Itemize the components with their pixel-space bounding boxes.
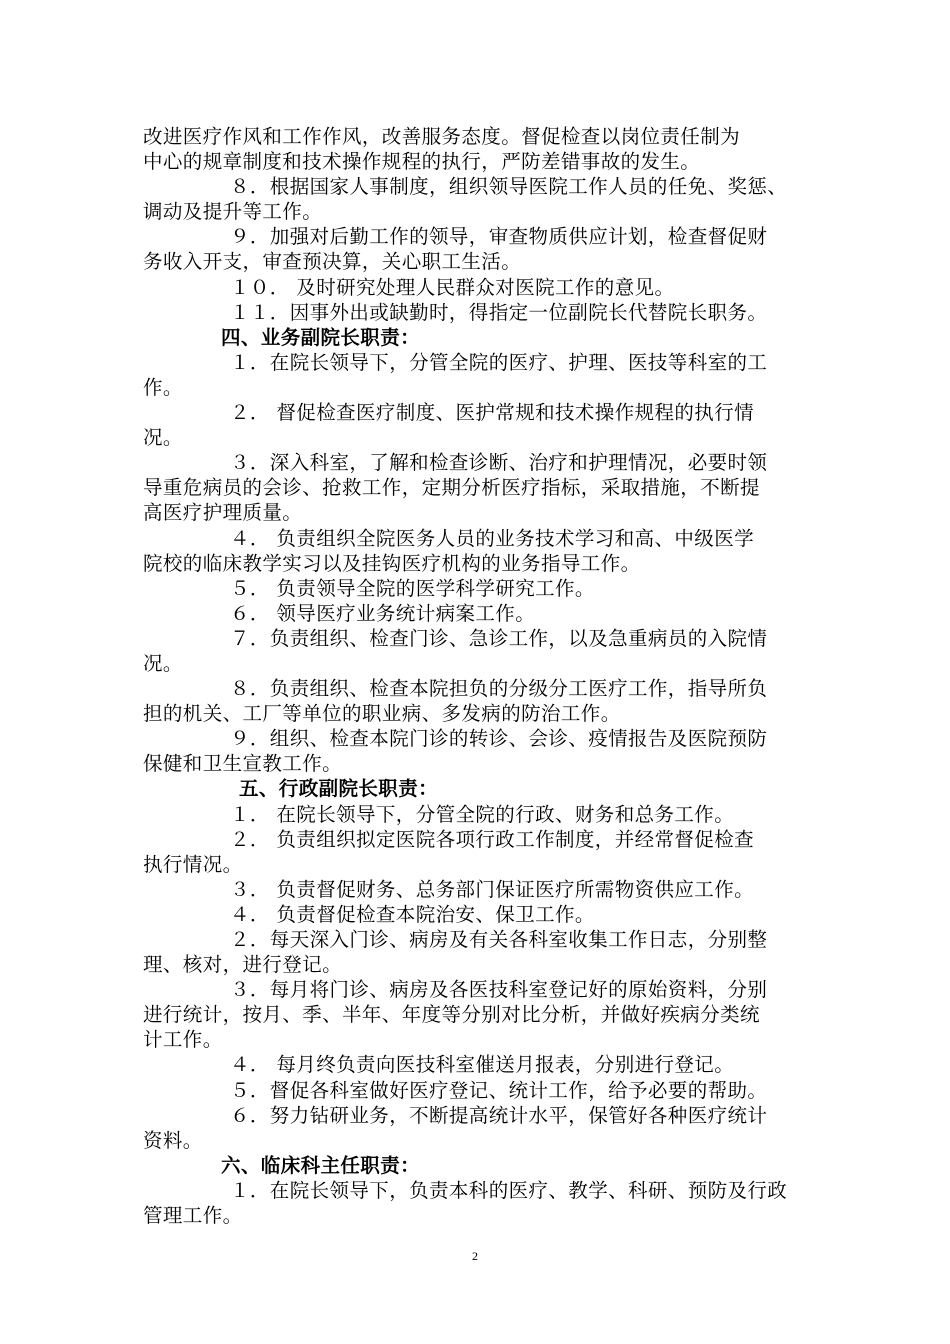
paragraph-line: 理、核对，进行登记。 [143,953,343,977]
paragraph-line: ８．负责组织、检查本院担负的分级分工医疗工作，指导所负 [230,677,768,701]
paragraph-line: １０． 及时研究处理人民群众对医院工作的意见。 [230,275,675,299]
paragraph-line: ３．深入科室，了解和检查诊断、治疗和护理情况，必要时领 [230,451,768,475]
paragraph-line: １． 在院长领导下，分管全院的行政、财务和总务工作。 [230,802,735,826]
paragraph-line: 计工作。 [143,1028,223,1052]
paragraph-line: 务收入开支，审查预决算，关心职工生活。 [143,250,522,274]
page-number: 2 [472,1249,478,1263]
paragraph-line: ２． 督促检查医疗制度、医护常规和技术操作规程的执行情 [230,401,754,425]
paragraph-line: ５． 负责领导全院的医学科学研究工作。 [230,576,595,600]
paragraph-line: ６． 领导医疗业务统计病案工作。 [230,601,536,625]
paragraph-line: 保健和卫生宣教工作。 [143,752,343,776]
paragraph-line: 资料。 [143,1128,203,1152]
paragraph-line: ９．组织、检查本院门诊的转诊、会诊、疫情报告及医院预防 [230,727,768,751]
section-heading: 四、业务副院长职责： [221,325,421,349]
paragraph-line: 高医疗护理质量。 [143,501,303,525]
paragraph-line: 改进医疗作风和工作作风，改善服务态度。督促检查以岗位责任制为 [143,125,741,148]
paragraph-line: 况。 [143,426,183,450]
paragraph-line: ３． 负责督促财务、总务部门保证医疗所需物资供应工作。 [230,877,754,901]
paragraph-line: 作。 [143,375,183,399]
paragraph-line: 管理工作。 [143,1204,243,1228]
paragraph-line: １．在院长领导下，负责本科的医疗、教学、科研、预防及行政 [230,1178,788,1202]
paragraph-line: ４． 负责组织全院医务人员的业务技术学习和高、中级医学 [230,526,754,550]
paragraph-line: ２． 负责组织拟定医院各项行政工作制度，并经常督促检查 [230,827,754,851]
paragraph-line: ４． 每月终负责向医技科室催送月报表，分别进行登记。 [230,1053,735,1077]
paragraph-line: ２．每天深入门诊、病房及有关各科室收集工作日志，分别整 [230,928,768,951]
paragraph-line: 调动及提升等工作。 [143,200,323,224]
paragraph-line: 中心的规章制度和技术操作规程的执行，严防差错事故的发生。 [143,150,701,174]
paragraph-line: ３．每月将门诊、病房及各医技科室登记好的原始资料，分别 [230,978,768,1002]
paragraph-line: 担的机关、工厂等单位的职业病、多发病的防治工作。 [143,702,621,726]
paragraph-line: 况。 [143,651,183,675]
paragraph-line: ５．督促各科室做好医疗登记、统计工作，给予必要的帮助。 [230,1078,768,1102]
paragraph-line: ７．负责组织、检查门诊、急诊工作，以及急重病员的入院情 [230,626,768,650]
paragraph-line: 进行统计，按月、季、半年、年度等分别对比分析，并做好疾病分类统 [143,1003,760,1027]
paragraph-line: １１．因事外出或缺勤时，得指定一位副院长代替院长职务。 [230,300,768,324]
paragraph-line: ４． 负责督促检查本院治安、保卫工作。 [230,902,595,926]
paragraph-line: ６．努力钻研业务，不断提高统计水平，保管好各种医疗统计 [230,1103,768,1127]
paragraph-line: 院校的临床教学实习以及挂钩医疗机构的业务指导工作。 [143,551,641,575]
paragraph-line: 导重危病员的会诊、抢救工作，定期分析医疗指标，采取措施，不断提 [143,476,760,500]
paragraph-line: ８．根据国家人事制度，组织领导医院工作人员的任免、奖惩、 [230,175,788,199]
section-heading: 六、临床科主任职责： [221,1153,421,1177]
paragraph-line: １．在院长领导下，分管全院的医疗、护理、医技等科室的工 [230,350,768,374]
paragraph-line: ９．加强对后勤工作的领导，审查物质供应计划，检查督促财 [230,225,768,249]
document-body [143,124,813,1228]
paragraph-line: 执行情况。 [143,852,243,876]
section-heading: 五、行政副院长职责： [239,777,439,801]
